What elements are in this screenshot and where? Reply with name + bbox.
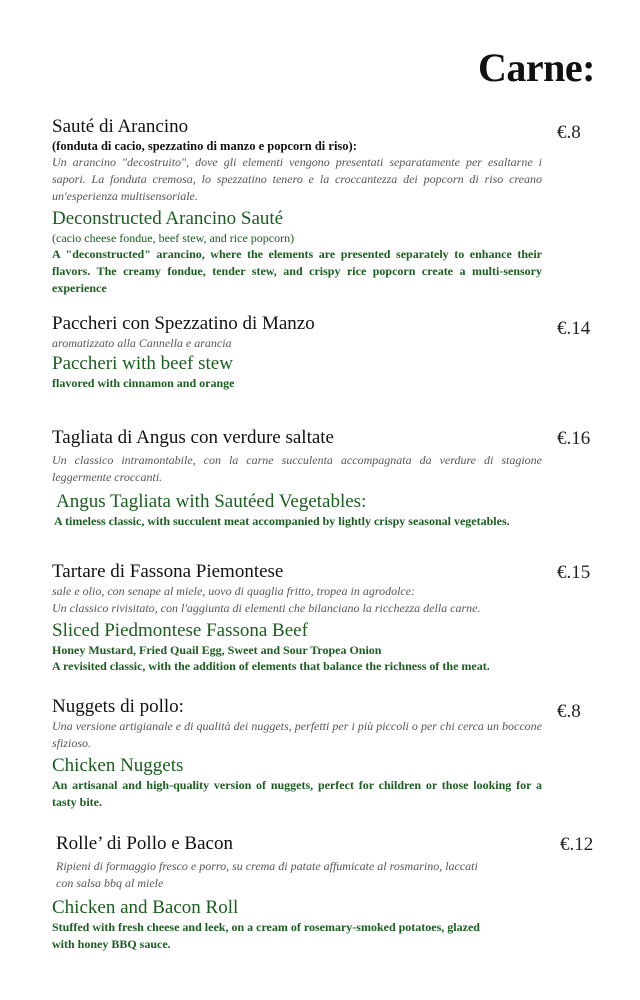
item-desc-en: A timeless classic, with succulent meat accompanied by lightly crispy seasonal vegetables.: [54, 514, 510, 528]
item-name-it: Rolle’ di Pollo e Bacon: [56, 833, 233, 854]
menu-item: [52, 833, 492, 953]
item-price: €.16: [557, 428, 591, 449]
item-name-en: Sliced Piedmontese Fassona Beef: [52, 620, 308, 641]
item-name-en: Angus Tagliata with Sautéed Vegetables:: [56, 491, 367, 512]
item-name-en: Chicken Nuggets: [52, 755, 184, 776]
item-name-en: Chicken and Bacon Roll: [52, 897, 239, 918]
item-desc-it: Ripieni di formaggio fresco e porro, su crema di patate affumicate al rosmarino, laccati con salsa bbq al miele: [56, 859, 478, 890]
item-name-en: Paccheri with beef stew: [52, 353, 233, 374]
item-price: €.14: [557, 318, 591, 339]
section-title: Carne:: [478, 45, 595, 90]
item-name-en: Deconstructed Arancino Sauté: [52, 208, 284, 229]
item-desc-en: An artisanal and high-quality version of nuggets, perfect for children or those looking for a tasty bite.: [52, 778, 542, 809]
menu-item: [52, 313, 542, 392]
item-price: €.8: [557, 122, 581, 143]
menu-item: [52, 427, 542, 530]
menu-item: [52, 561, 542, 675]
item-name-it: Sauté di Arancino: [52, 116, 189, 137]
item-price: €.12: [560, 834, 594, 855]
item-desc-it: Un arancino "decostruito", dove gli elementi vengono presentati separatamente per esaltarne i sapori. La fonduta cremosa, lo spezzatino tenero e la croccantezza dei popcorn di riso creano un'esperienza multisensoriale.: [52, 155, 542, 203]
item-name-it: Tartare di Fassona Piemontese: [52, 561, 284, 582]
item-sub-en: (cacio cheese fondue, beef stew, and rice popcorn): [52, 231, 295, 245]
item-price: €.8: [557, 701, 581, 722]
item-desc-en: flavored with cinnamon and orange: [52, 376, 235, 390]
item-name-it: Tagliata di Angus con verdure saltate: [52, 427, 334, 448]
item-name-it: Paccheri con Spezzatino di Manzo: [52, 313, 315, 334]
item-desc-en: A revisited classic, with the addition of elements that balance the richness of the meat.: [52, 659, 490, 673]
item-desc-it: Un classico rivisitato, con l'aggiunta di elementi che bilanciano la ricchezza della carne.: [52, 601, 481, 615]
item-desc-it: Un classico intramontabile, con la carne succulenta accompagnata da verdure di stagione leggermente croccanti.: [52, 453, 542, 484]
item-sub-it: (fonduta di cacio, spezzatino di manzo e popcorn di riso):: [52, 139, 357, 153]
item-desc-it: Una versione artigianale e di qualità dei nuggets, perfetti per i più piccoli o per chi cerca un boccone sfizioso.: [52, 719, 542, 750]
item-desc-en: A "deconstructed" arancino, where the elements are presented separately to enhance their flavors. The creamy fondue, tender stew, and crispy rice popcorn create a multi-sensory experience: [52, 247, 542, 295]
item-price: €.15: [557, 562, 591, 583]
item-sub-en: Honey Mustard, Fried Quail Egg, Sweet and Sour Tropea Onion: [52, 643, 382, 657]
item-desc-en: Stuffed with fresh cheese and leek, on a cream of rosemary-smoked potatoes, glazed with honey BBQ sauce.: [52, 920, 480, 951]
item-sub-it: sale e olio, con senape al miele, uovo di quaglia fritto, tropea in agrodolce:: [52, 584, 416, 598]
item-name-it: Nuggets di pollo:: [52, 696, 184, 717]
item-desc-it: aromatizzato alla Cannella e arancia: [52, 336, 232, 350]
menu-item: [52, 116, 542, 297]
menu-item: [52, 696, 542, 811]
